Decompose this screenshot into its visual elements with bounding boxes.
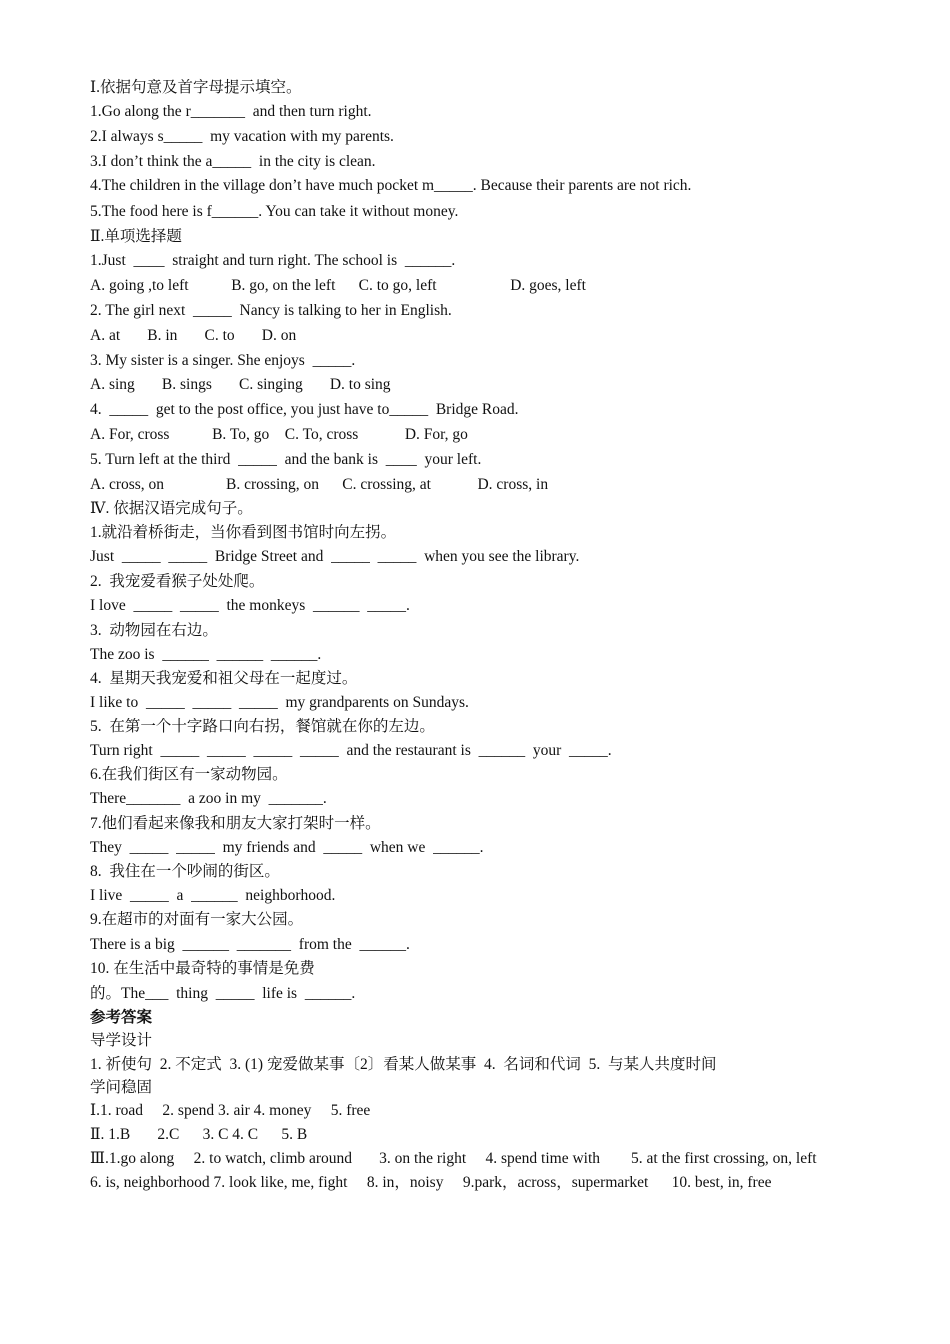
text-line: Ⅱ. 1.B 2.C 3. C 4. C 5. B	[90, 1126, 308, 1143]
text-line: 2. 我宠爱看猴子处处爬。	[90, 573, 265, 590]
text-line: 2.I always s_____ my vacation with my parents.	[90, 128, 394, 145]
text-line: A. cross, on B. crossing, on C. crossing, at D. cross, in	[90, 476, 549, 493]
text-line: 10. 在生活中最奇特的事情是免费	[90, 960, 315, 977]
text-line: 1.Just ____ straight and turn right. The school is ______.	[90, 252, 456, 269]
text-line: 4. _____ get to the post office, you just have to_____ Bridge Road.	[90, 401, 519, 418]
text-line: There_______ a zoo in my _______.	[90, 790, 327, 807]
text-line: 导学设计	[90, 1032, 153, 1049]
text-line: A. sing B. sings C. singing D. to sing	[90, 376, 391, 393]
section-heading: 参考答案	[90, 1009, 153, 1026]
text-line: 6.在我们街区有一家动物园。	[90, 766, 288, 783]
text-line: I love _____ _____ the monkeys ______ _____.	[90, 597, 410, 614]
text-line: Ⅰ.依据句意及首字母提示填空。	[90, 79, 302, 96]
text-line: 3.I don’t think the a_____ in the city is clean.	[90, 153, 376, 170]
text-line: I like to _____ _____ _____ my grandparents on Sundays.	[90, 694, 469, 711]
text-line: Ⅰ.1. road 2. spend 3. air 4. money 5. free	[90, 1102, 371, 1119]
text-line: Turn right _____ _____ _____ _____ and the restaurant is ______ your _____.	[90, 742, 612, 759]
text-line: 5. 在第一个十字路口向右拐，餐馆就在你的左边。	[90, 718, 435, 735]
text-line: 1. 祈使句 2. 不定式 3. (1) 宠爱做某事〔2〕看某人做某事 4. 名词和代词 5. 与某人共度时间	[90, 1056, 717, 1073]
text-line: 4. 星期天我宠爱和祖父母在一起度过。	[90, 670, 358, 687]
text-line: 9.在超市的对面有一家大公园。	[90, 911, 304, 928]
text-line: 5. Turn left at the third _____ and the bank is ____ your left.	[90, 451, 482, 468]
text-line: 4.The children in the village don’t have much pocket m_____. Because their parents are not rich.	[90, 177, 692, 194]
text-line: Just _____ _____ Bridge Street and _____ _____ when you see the library.	[90, 548, 580, 565]
text-line: Ⅳ. 依据汉语完成句子。	[90, 500, 253, 517]
text-line: 1.Go along the r_______ and then turn right.	[90, 103, 372, 120]
text-line: 2. The girl next _____ Nancy is talking to her in English.	[90, 302, 452, 319]
text-line: A. at B. in C. to D. on	[90, 327, 297, 344]
text-line: A. going ,to left B. go, on the left C. to go, left D. goes, left	[90, 277, 586, 294]
text-line: 3. 动物园在右边。	[90, 622, 218, 639]
text-line: I live _____ a ______ neighborhood.	[90, 887, 336, 904]
text-line: 8. 我住在一个吵闹的街区。	[90, 863, 280, 880]
text-line: 5.The food here is f______. You can take it without money.	[90, 203, 459, 220]
text-line: There is a big ______ _______ from the ______.	[90, 936, 410, 953]
text-line: 7.他们看起来像我和朋友大家打架时一样。	[90, 815, 381, 832]
text-line: Ⅱ.单项选择题	[90, 228, 182, 245]
text-line: 6. is, neighborhood 7. look like, me, fight 8. in，noisy 9.park，across，supermarket 10. best, in, free	[90, 1174, 772, 1191]
text-line: 学问稳固	[90, 1079, 153, 1096]
text-line: A. For, cross B. To, go C. To, cross D. For, go	[90, 426, 468, 443]
text-line: Ⅲ.1.go along 2. to watch, climb around 3. on the right 4. spend time with 5. at the first crossing, on, left	[90, 1150, 817, 1167]
text-line: 1.就沿着桥街走，当你看到图书馆时向左拐。	[90, 524, 397, 541]
text-line: The zoo is ______ ______ ______.	[90, 646, 322, 663]
text-line: They _____ _____ my friends and _____ when we ______.	[90, 839, 484, 856]
text-line: 3. My sister is a singer. She enjoys _____.	[90, 352, 356, 369]
text-line: 的。The___ thing _____ life is ______.	[90, 985, 356, 1002]
